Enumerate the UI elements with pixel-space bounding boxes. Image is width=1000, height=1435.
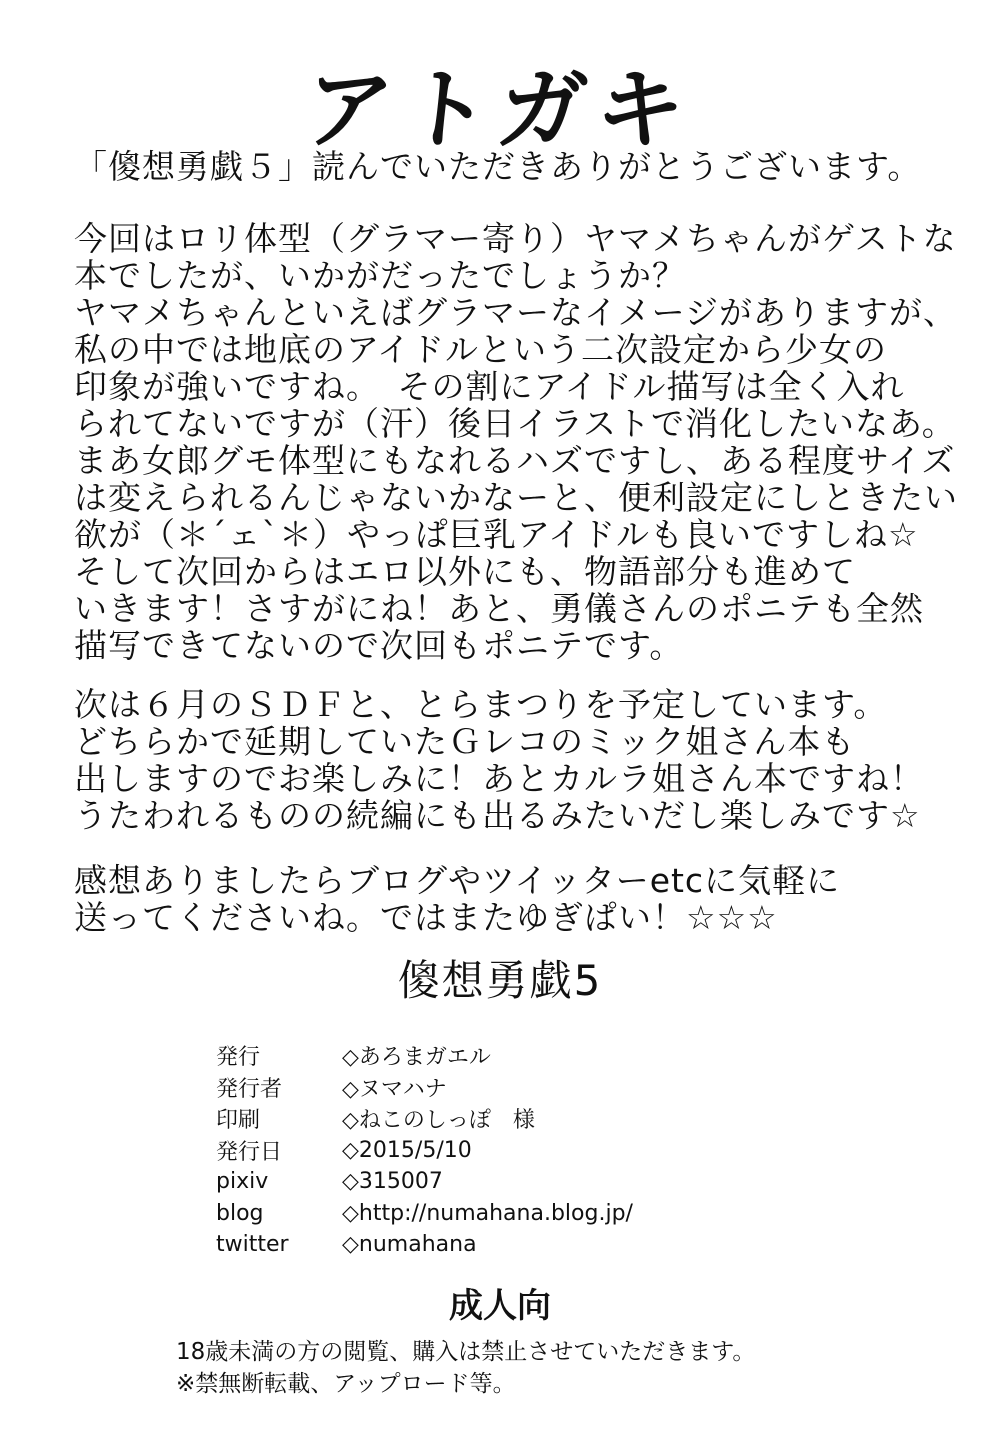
text-line: どちらかで延期していたＧレコのミック姐さん本も bbox=[74, 722, 856, 761]
colophon-key: 発行者 bbox=[216, 1076, 283, 1102]
paragraph-thanks bbox=[74, 148, 974, 185]
text-line: 今回はロリ体型（グラマー寄り）ヤマメちゃんがゲストな bbox=[74, 219, 957, 258]
text-line: 感想ありましたらブログやツイッターetcに気軽に bbox=[74, 861, 841, 900]
colophon-key: 発行 bbox=[216, 1045, 261, 1071]
colophon-row bbox=[216, 1040, 633, 1072]
afterword-heading: アトガキ bbox=[299, 58, 700, 161]
colophon-row bbox=[216, 1072, 633, 1104]
notice-line: 18歳未満の方の閲覧、購入は禁止させていただきます。 bbox=[176, 1339, 756, 1365]
colophon-key: twitter bbox=[216, 1232, 289, 1258]
book-title: 傻想勇戯5 bbox=[397, 956, 603, 1005]
colophon-value: ◇http://numahana.blog.jp/ bbox=[342, 1200, 633, 1226]
text-line: 私の中では地底のアイドルという二次設定から少女の bbox=[74, 330, 888, 369]
adult-label: 成人向 bbox=[449, 1286, 551, 1326]
colophon-row bbox=[216, 1198, 633, 1230]
colophon-value: ◇numahana bbox=[342, 1232, 477, 1258]
text-line: 欲が（＊´ェ`＊）やっぱ巨乳アイドルも良いですしね☆ bbox=[74, 515, 919, 554]
colophon-row bbox=[216, 1229, 633, 1261]
colophon-key: blog bbox=[216, 1200, 264, 1226]
text-line: うたわれるものの続編にも出るみたいだし楽しみです☆ bbox=[74, 796, 921, 835]
text-line: そして次回からはエロ以外にも、物語部分も進めて bbox=[74, 552, 856, 591]
text-line: は変えられるんじゃないかなーと、便利設定にしときたい bbox=[74, 478, 958, 517]
colophon-value: ◇ねこのしっぽ 様 bbox=[342, 1108, 535, 1134]
paragraph-main bbox=[74, 220, 974, 664]
colophon-row bbox=[216, 1135, 633, 1167]
text-line: 印象が強いですね。 その割にアイドル描写は全く入れ bbox=[74, 367, 905, 406]
colophon-value: ◇2015/5/10 bbox=[342, 1137, 472, 1163]
text-line: 本でしたが、いかがだったでしょうか？ bbox=[74, 256, 686, 295]
colophon-key: pixiv bbox=[216, 1169, 269, 1195]
colophon-value: ◇315007 bbox=[342, 1169, 443, 1195]
paragraph-next-events bbox=[74, 686, 974, 834]
colophon-row bbox=[216, 1103, 633, 1135]
colophon-value: ◇ヌマハナ bbox=[342, 1076, 447, 1102]
text-line: 描写できてないので次回もポニテです。 bbox=[74, 626, 684, 665]
text-line: 出しますのでお楽しみに！あとカルラ姐さん本ですね！ bbox=[74, 759, 924, 798]
colophon-key: 発行日 bbox=[216, 1139, 283, 1165]
text-line: られてないですが（汗）後日イラストで消化したいなあ。 bbox=[74, 404, 956, 443]
colophon-key: 印刷 bbox=[216, 1108, 261, 1134]
text-line: 次は６月のＳＤＦと、とらまつりを予定しています。 bbox=[74, 685, 888, 724]
paragraph-feedback bbox=[74, 862, 974, 936]
colophon-value: ◇あろまガエル bbox=[342, 1045, 491, 1071]
text-line: まあ女郎グモ体型にもなれるハズですし、ある程度サイズ bbox=[74, 441, 956, 480]
notice-line: ※禁無断転載、アップロード等。 bbox=[176, 1371, 516, 1397]
text-line: 送ってくださいね。ではまたゆぎぱい！☆☆☆ bbox=[74, 898, 778, 937]
text-line: 「傻想勇戯５」読んでいただきありがとうございます。 bbox=[74, 147, 922, 186]
age-notice bbox=[176, 1336, 755, 1400]
text-line: ヤマメちゃんといえばグラマーなイメージがありますが、 bbox=[74, 293, 958, 332]
colophon bbox=[216, 1040, 633, 1261]
colophon-row bbox=[216, 1166, 633, 1198]
text-line: いきます！さすがにね！あと、勇儀さんのポニテも全然 bbox=[74, 589, 924, 628]
